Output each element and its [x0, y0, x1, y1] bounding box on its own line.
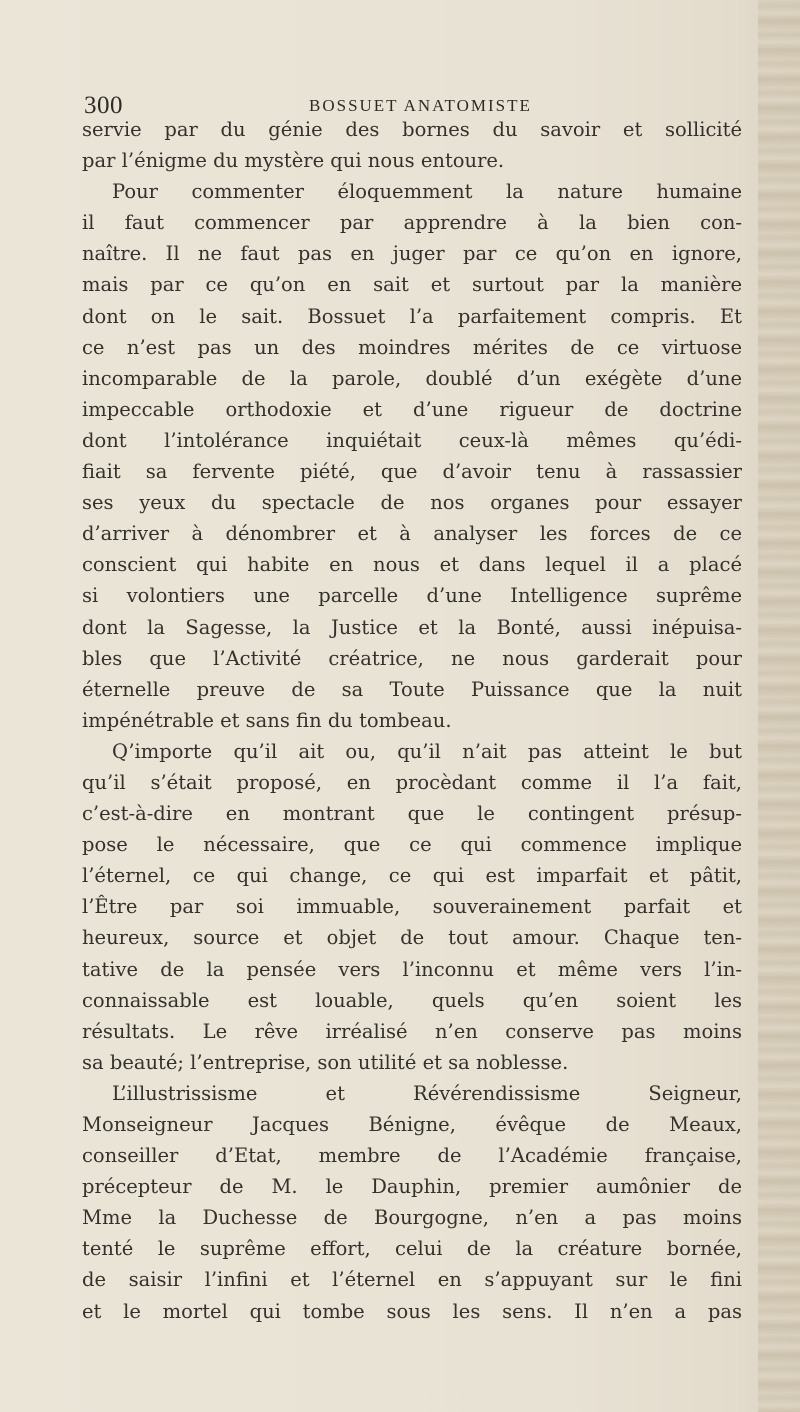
running-title: BOSSUET ANATOMISTE [309, 96, 532, 115]
text-line: résultats. Le rêve irréalisé n’en conserve pas moins [82, 1019, 742, 1043]
text-line: conscient qui habite en nous et dans lequel il a placé [82, 553, 742, 577]
text-line: bles que l’Activité créatrice, ne nous garderait pour [82, 646, 742, 670]
text-line: Monseigneur Jacques Bénigne, évêque de Meaux, [82, 1113, 742, 1136]
text-line: qu’il s’était proposé, en procèdant comme il l’a fait, [82, 770, 742, 794]
text-line: dont on le sait. Bossuet l’a parfaitement compris. Et [82, 304, 742, 328]
text-line: d’arriver à dénombrer et à analyser les forces de ce [82, 522, 742, 546]
text-line: l’éternel, ce qui change, ce qui est imparfait et pâtit, [82, 864, 742, 888]
text-line: ses yeux du spectacle de nos organes pour essayer [82, 491, 742, 515]
page-edge [758, 0, 800, 1412]
text-line: par l’énigme du mystère qui nous entoure. [82, 149, 505, 173]
page-number: 300 [84, 92, 123, 119]
text-line: heureux, source et objet de tout amour. Chaque ten- [82, 926, 742, 950]
text-line: éternelle preuve de sa Toute Puissance que la nuit [82, 677, 742, 701]
text-line: sa beauté; l’entreprise, son utilité et sa noblesse. [82, 1050, 569, 1074]
text-line: L’illustrissisme et Révérendissisme Seigneur, [112, 1081, 742, 1105]
text-line: impénétrable et sans fin du tombeau. [82, 708, 452, 732]
text-line: tative de la pensée vers l’inconnu et même vers l’in- [82, 957, 742, 981]
text-line: dont la Sagesse, la Justice et la Bonté, aussi inépuisa- [82, 615, 742, 639]
text-line: ce n’est pas un des moindres mérites de ce virtuose [82, 335, 742, 359]
text-line: Pour commenter éloquemment la nature humaine [112, 180, 742, 204]
text-line: dont l’intolérance inquiétait ceux-là mêmes qu’édi- [82, 428, 742, 452]
text-line: connaissable est louable, quels qu’en soient les [82, 988, 742, 1012]
text-line: précepteur de M. le Dauphin, premier aumônier de [82, 1175, 742, 1199]
text-line: Mme la Duchesse de Bourgogne, n’en a pas moins [82, 1206, 742, 1230]
text-line: mais par ce qu’on en sait et surtout par la manière [82, 273, 742, 297]
text-line: incomparable de la parole, doublé d’un exégète d’une [82, 366, 742, 390]
text-line: Q’importe qu’il ait ou, qu’il n’ait pas atteint le but [112, 739, 742, 763]
text-line: l’Être par soi immuable, souverainement parfait et [82, 895, 742, 919]
text-line: fiait sa fervente piété, que d’avoir tenu à rassassier [82, 460, 742, 484]
text-line: il faut commencer par apprendre à la bien con- [82, 211, 742, 235]
text-line: si volontiers une parcelle d’une Intelligence suprême [82, 584, 742, 608]
text-line: tenté le suprême effort, celui de la créature bornée, [82, 1237, 742, 1261]
text-line: c’est-à-dire en montrant que le contingent présup- [82, 802, 742, 826]
text-line: servie par du génie des bornes du savoir et sollicité [82, 118, 742, 141]
text-line: pose le nécessaire, que ce qui commence implique [82, 833, 742, 857]
text-line: et le mortel qui tombe sous les sens. Il n’en a pas [82, 1299, 742, 1323]
body-text [82, 114, 742, 1327]
text-line: naître. Il ne faut pas en juger par ce qu’on en ignore, [82, 242, 742, 266]
text-line: conseiller d’Etat, membre de l’Académie française, [82, 1144, 742, 1168]
text-line: impeccable orthodoxie et d’une rigueur de doctrine [82, 397, 742, 421]
text-line: de saisir l’infini et l’éternel en s’appuyant sur le fini [82, 1268, 742, 1292]
